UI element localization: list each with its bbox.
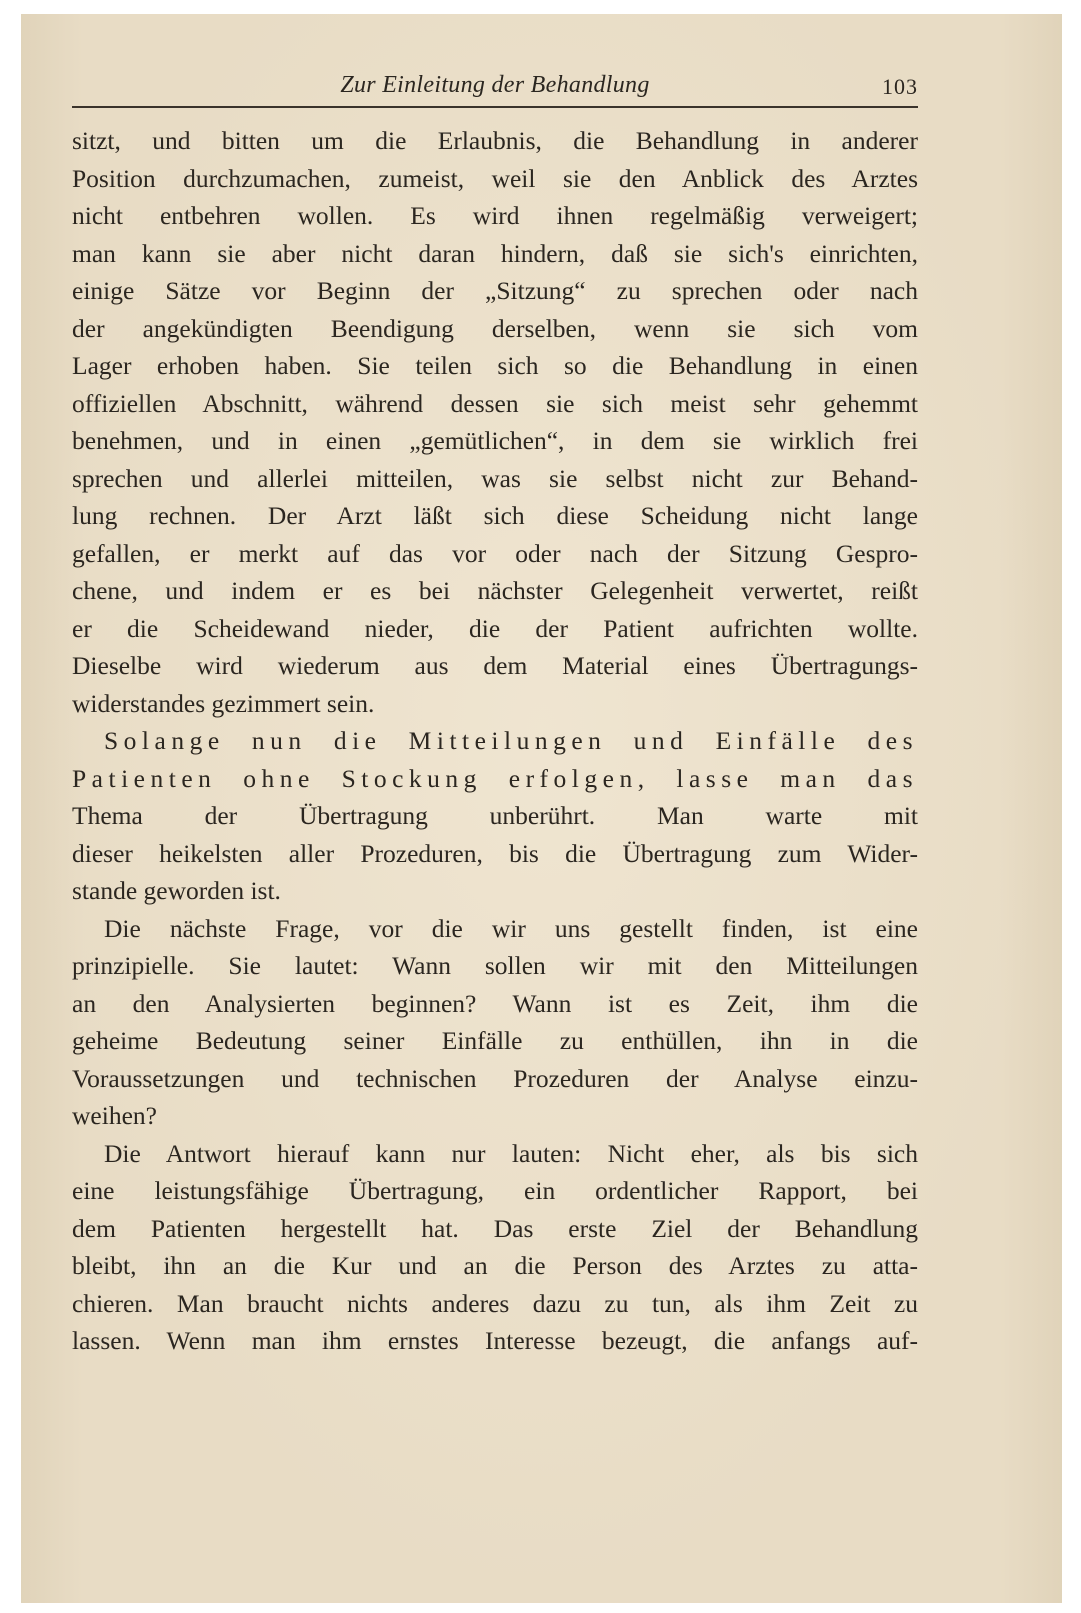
text-line: benehmen, und in einen „gemütlichen“, in dem sie wirklich frei — [72, 426, 918, 455]
text-line: Lager erhoben haben. Sie teilen sich so die Behandlung in einen — [72, 351, 918, 380]
text-line: lassen. Wenn man ihm ernstes Interesse bezeugt, die anfangs auf- — [72, 1326, 918, 1355]
text-line: dem Patienten hergestellt hat. Das erste Ziel der Behandlung — [72, 1213, 918, 1243]
text-line: bleibt, ihn an die Kur und an die Person des Arztes zu atta- — [72, 1251, 918, 1280]
text-line: chieren. Man braucht nichts anderes dazu zu tun, als ihm Zeit zu — [72, 1288, 918, 1318]
text-line: man kann sie aber nicht daran hindern, daß sie sich's einrichten, — [72, 238, 918, 268]
text-line: gefallen, er merkt auf das vor oder nach der Sitzung Gespro- — [72, 538, 918, 568]
text-line: der angekündigten Beendigung derselben, wenn sie sich vom — [72, 313, 918, 343]
text-line: Voraussetzungen und technischen Prozeduren der Analyse einzu- — [72, 1063, 918, 1093]
text-line: er die Scheidewand nieder, die der Patient aufrichten wollte. — [72, 613, 918, 643]
page-header — [72, 72, 918, 102]
text-line: sprechen und allerlei mitteilen, was sie selbst nicht zur Behand- — [72, 463, 918, 493]
text-line-emphasized: Patienten ohne Stockung erfolgen, lasse man das — [72, 763, 918, 793]
text-line-emphasized: Solange nun die Mitteilungen und Einfälle des — [104, 726, 918, 755]
text-line: weihen? — [72, 1101, 157, 1130]
text-line: chene, und indem er es bei nächster Gelegenheit verwertet, reißt — [72, 576, 918, 605]
running-title: Zur Einleitung der Behandlung — [340, 72, 650, 98]
body-text — [72, 122, 918, 1360]
text-line: an den Analysierten beginnen? Wann ist es Zeit, ihm die — [72, 988, 918, 1018]
text-line: geheime Bedeutung seiner Einfälle zu enthüllen, ihn in die — [72, 1026, 918, 1055]
text-line: Dieselbe wird wiederum aus dem Material eines Übertragungs- — [72, 651, 918, 680]
text-line-emphasized: Thema der Übertragung unberührt. Man warte mit — [72, 801, 918, 830]
text-line: stande geworden ist. — [72, 876, 281, 905]
text-line: einige Sätze vor Beginn der „Sitzung“ zu sprechen oder nach — [72, 276, 918, 305]
text-line: prinzipielle. Sie lautet: Wann sollen wir mit den Mitteilungen — [72, 951, 918, 980]
header-rule — [72, 106, 918, 108]
text-line: dieser heikelsten aller Prozeduren, bis die Übertragung zum Wider- — [72, 838, 918, 868]
text-line: sitzt, und bitten um die Erlaubnis, die Behandlung in anderer — [72, 126, 918, 155]
page-number: 103 — [882, 74, 918, 99]
text-line: eine leistungsfähige Übertragung, ein ordentlicher Rapport, bei — [72, 1176, 918, 1205]
text-line: lung rechnen. Der Arzt läßt sich diese Scheidung nicht lange — [72, 501, 918, 530]
text-line: widerstandes gezimmert sein. — [72, 688, 375, 718]
text-line: Position durchzumachen, zumeist, weil sie den Anblick des Arztes — [72, 163, 918, 193]
text-line: Die Antwort hierauf kann nur lauten: Nicht eher, als bis sich — [104, 1138, 918, 1168]
text-line: Die nächste Frage, vor die wir uns gestellt finden, ist eine — [104, 913, 918, 943]
text-line: offiziellen Abschnitt, während dessen sie sich meist sehr gehemmt — [72, 388, 918, 418]
text-line: nicht entbehren wollen. Es wird ihnen regelmäßig verweigert; — [72, 201, 918, 230]
